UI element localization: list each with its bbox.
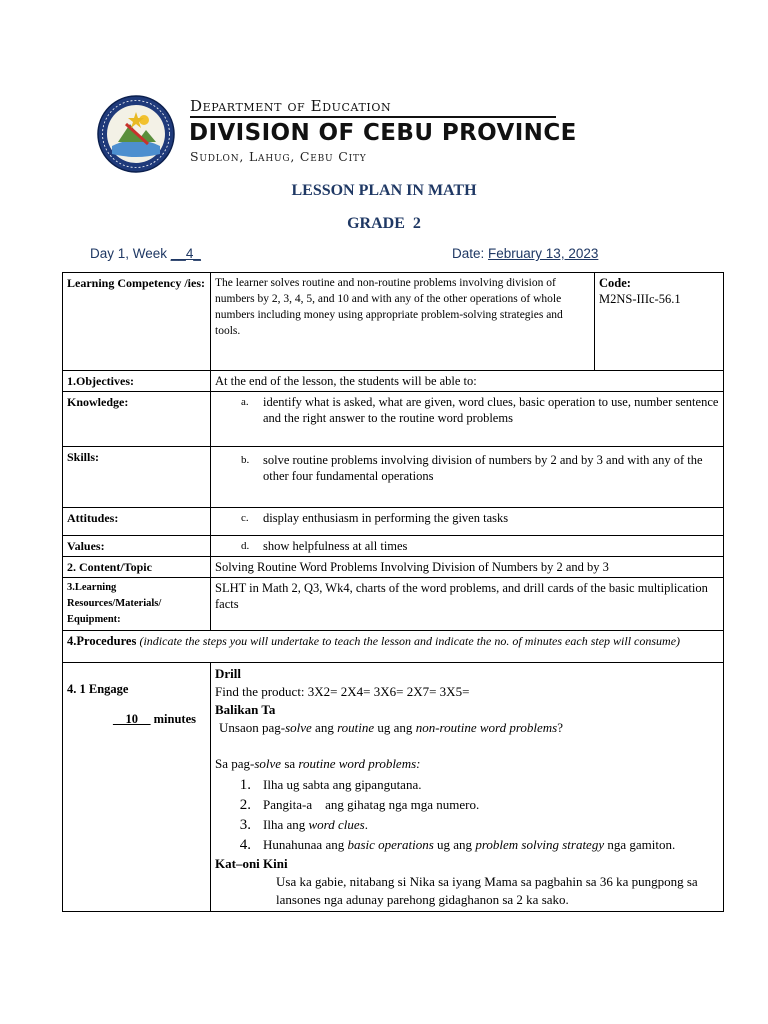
list-item [215, 775, 719, 795]
knowledge-cell [211, 392, 724, 447]
row-competency [63, 273, 724, 371]
balikan-question [215, 719, 719, 737]
attitudes-label: Attitudes: [63, 508, 211, 536]
step-text: Pangita-a ang gihatag nga mga numero. [263, 797, 480, 812]
week-number: __4_ [170, 246, 201, 261]
content-label: 2. Content/Topic [63, 557, 211, 578]
step-text [263, 815, 719, 835]
row-skills [63, 447, 724, 508]
procedures-cell [63, 631, 724, 663]
intro-solve: solve [254, 756, 282, 771]
date-prefix: Date: [452, 246, 489, 261]
intro-italic: routine word problems: [298, 756, 421, 771]
attitudes-cell [211, 508, 724, 536]
balikan-heading: Balikan Ta [215, 702, 276, 717]
procedures-note: (indicate the steps you will undertake to teach the lesson and indicate the no. of minutes each step will consume) [139, 634, 681, 648]
katoni-heading: Kat–oni Kini [215, 856, 288, 871]
solve-intro [215, 755, 719, 773]
row-resources [63, 578, 724, 631]
q-end: ? [557, 720, 564, 735]
list-item [215, 815, 719, 835]
row-attitudes [63, 508, 724, 536]
list-item [215, 835, 719, 855]
values-text: show helpfulness at all times [263, 539, 408, 553]
day-week [90, 246, 201, 261]
step-text: Ilha ug sabta ang gipangutana. [263, 777, 422, 792]
q-nonroutine: non-routine word problems [415, 720, 558, 735]
resources-label: 3.Learning Resources/Materials/ Equipment: [63, 578, 211, 631]
step-number: 4. [239, 837, 251, 853]
step-mid: ug ang [433, 837, 476, 852]
intro-part1: Sa pag- [215, 756, 255, 771]
step-italic: basic operations [347, 837, 434, 852]
q-part1: Unsaon pag- [219, 720, 286, 735]
row-engage [63, 663, 724, 912]
list-item [215, 795, 719, 815]
content-text: Solving Routine Word Problems Involving Division of Numbers by 2 and by 3 [211, 557, 724, 578]
knowledge-label: Knowledge: [63, 392, 211, 447]
engage-content-cell [211, 663, 724, 912]
attitudes-text: display enthusiasm in performing the given tasks [263, 511, 509, 525]
code-value: M2NS-IIIc-56.1 [599, 292, 681, 306]
deped-seal-logo [96, 94, 176, 174]
skills-text: solve routine problems involving division of numbers by 2 and by 3 and with any of the other four fundamental operations [263, 453, 703, 483]
code-label: Code: [599, 276, 631, 290]
step-text [263, 835, 719, 855]
knowledge-text: identify what is asked, what are given, word clues, basic operation to use, number sentence and the right answer to the routine word problems [263, 395, 719, 425]
grade-title: GRADE 2 [347, 215, 421, 232]
engage-minutes-label: minutes [153, 712, 196, 726]
skills-marker: b. [241, 454, 250, 466]
objectives-text: At the end of the lesson, the students will be able to: [211, 371, 724, 392]
values-cell [211, 536, 724, 557]
step-italic2: problem solving strategy [475, 837, 605, 852]
header-divider [190, 116, 556, 118]
division-name: DIVISION OF CEBU PROVINCE [189, 120, 577, 146]
lesson-plan-title: LESSON PLAN IN MATH [291, 182, 477, 199]
drill-heading: Drill [215, 666, 241, 681]
attitudes-marker: c. [241, 512, 249, 524]
engage-label: 4. 1 Engage [67, 682, 129, 696]
day-week-prefix: Day 1, Week [90, 246, 171, 261]
step-post: . [364, 817, 368, 832]
q-solve: solve [285, 720, 312, 735]
knowledge-marker: a. [241, 396, 249, 408]
row-values [63, 536, 724, 557]
engage-minutes [67, 711, 206, 727]
division-address: Sudlon, Lahug, Cebu City [190, 149, 367, 164]
lesson-date [452, 246, 598, 261]
department-name: Department of Education [190, 97, 392, 115]
step-pre: Hunahunaa ang [263, 837, 348, 852]
q-part2: ang [311, 720, 338, 735]
competency-label: Learning Competency /ies: [63, 273, 211, 371]
row-content [63, 557, 724, 578]
competency-code-cell [595, 273, 724, 371]
skills-cell [211, 447, 724, 508]
step-post: nga gamiton. [604, 837, 676, 852]
lesson-plan-table [62, 272, 724, 912]
competency-text: The learner solves routine and non-routine problems involving division of numbers by 2, 3, 4, 5, and 10 and with any of the other operations of whole numbers including money using appropriate problem-solving strategies and tools. [211, 273, 595, 371]
drill-text: Find the product: 3X2= 2X4= 3X6= 2X7= 3X5= [215, 684, 470, 699]
row-knowledge [63, 392, 724, 447]
date-value: February 13, 2023 [488, 246, 599, 261]
resources-text: SLHT in Math 2, Q3, Wk4, charts of the word problems, and drill cards of the basic multiplication facts [211, 578, 724, 631]
objectives-label: 1.Objectives: [63, 371, 211, 392]
step-number: 3. [239, 817, 251, 833]
skills-label: Skills: [63, 447, 211, 508]
story-text: Usa ka gabie, nitabang si Nika sa iyang Mama sa pagbahin sa 36 ka pungpong sa lansones nga adunay parehong gidaghanon sa 2 ka sako. [276, 874, 698, 907]
engage-minutes-value: __10__ [113, 712, 151, 726]
step-number: 2. [239, 797, 251, 813]
q-routine: routine [337, 720, 375, 735]
row-procedures [63, 631, 724, 663]
q-part3: ug ang [374, 720, 416, 735]
step-italic: word clues [308, 817, 365, 832]
intro-part2: sa [281, 756, 299, 771]
step-number: 1. [239, 777, 251, 793]
values-label: Values: [63, 536, 211, 557]
engage-label-cell [63, 663, 211, 912]
procedures-label: 4.Procedures [67, 634, 137, 648]
values-marker: d. [241, 540, 250, 552]
solve-steps-list [215, 775, 719, 855]
row-objectives [63, 371, 724, 392]
step-pre: Ilha ang [263, 817, 309, 832]
